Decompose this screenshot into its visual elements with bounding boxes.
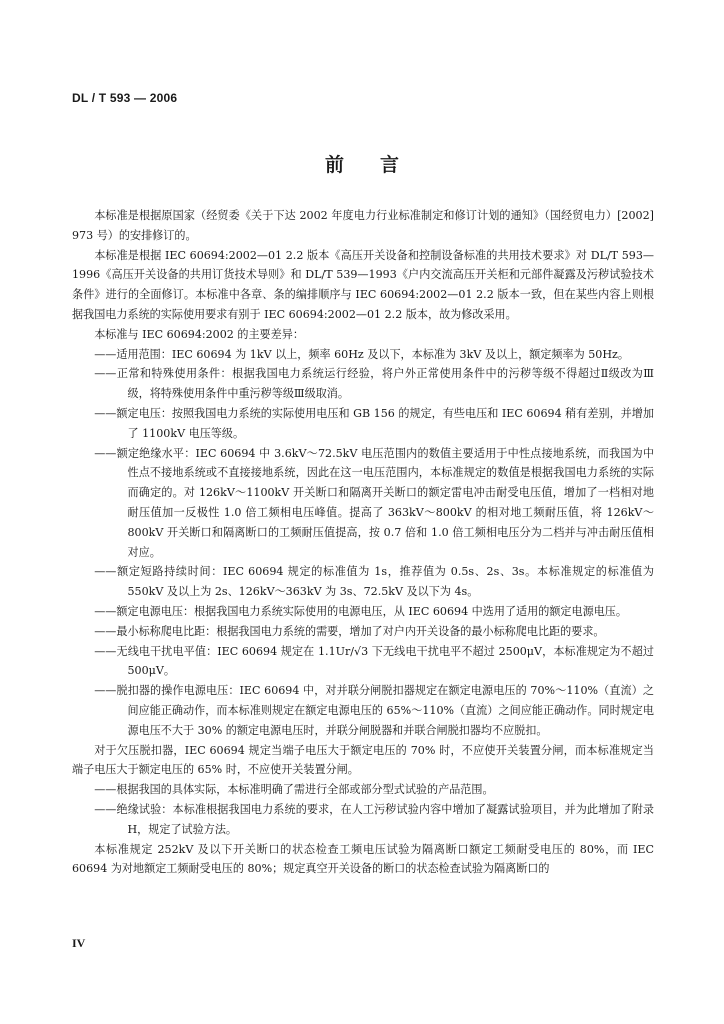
list-item: ——额定短路持续时间：IEC 60694 规定的标准值为 1s，推荐值为 0.5s、2s、3s。本标准规定的标准值为 550kV 及以上为 2s、126kV～363kV 为 3s、72.5kV 及以下为 4s。 [94,565,654,599]
list-item: ——正常和特殊使用条件：根据我国电力系统运行经验，将户外正常使用条件中的污秽等级不得超过Ⅱ级改为Ⅲ级，将特殊使用条件中重污秽等级Ⅲ级取消。 [94,367,654,401]
document-code: DL / T 593 — 2006 [72,91,178,105]
paragraph: 本标准是根据 IEC 60694:2002—01 2.2 版本《高压开关设备和控制设备标准的共用技术要求》对 DL/T 593—1996《高压开关设备的共用订货技术导则》和 DL/T 539—1993《户内交流高压开关柜和元部件凝露及污秽试验技术条件》进行的全面修订。本标准中各章、条的编排顺序与 IEC 60694:2002—01 2.2 版本一致，但在某些内容上则根据我国电力系统的实际使用要求有别于 IEC 60694:2002—01 2.2 版本，故为修改采用。 [72,248,654,321]
paragraph: 对于欠压脱扣器，IEC 60694 规定当端子电压大于额定电压的 70% 时，不应使开关装置分闸，而本标准规定当端子电压大于额定电压的 65% 时，不应使开关装置分闸。 [72,743,654,777]
paragraph: 本标准与 IEC 60694:2002 的主要差异： [94,327,304,341]
list-item: ——最小标称爬电比距：根据我国电力系统的需要，增加了对户内开关设备的最小标称爬电比距的要求。 [94,624,605,638]
list-item: ——无线电干扰电平值：IEC 60694 规定在 1.1Ur/√3 下无线电干扰电平不超过 2500μV，本标准规定为不超过 500μV。 [94,644,654,678]
list-item: ——额定绝缘水平：IEC 60694 中 3.6kV～72.5kV 电压范围内的数值主要适用于中性点接地系统，而我国为中性点不接地系统或不直接接地系统，因此在这一电压范围内，本标准规定的数值是根据我国电力系统的实际而确定的。对 126kV～1100kV 开关断口和隔离开关断口的额定雷电冲击耐受电压值，增加了一档相对地耐压值加一反极性 1.0 倍工频相电压峰值。提高了 363kV～800kV 的相对地工频耐压值，将 126kV～800kV 开关断口和隔离断口的工频耐压值提高，按 0.7 倍和 1.0 倍工频相电压分为二档并与冲击耐压值相对应。 [94,446,654,559]
list-item: ——额定电压：按照我国电力系统的实际使用电压和 GB 156 的规定，有些电压和 IEC 60694 稍有差别，并增加了 1100kV 电压等级。 [94,406,654,440]
paragraph: 本标准规定 252kV 及以下开关断口的状态检查工频电压试验为隔离断口额定工频耐受电压的 80%，而 IEC 60694 为对地额定工频耐受电压的 80%；规定真空开关设备的断口的状态检查试验为隔离断口的 [72,842,654,876]
preface-body [72,206,654,879]
page-number: IV [72,936,86,950]
list-item: ——脱扣器的操作电源电压：IEC 60694 中，对并联分闸脱扣器规定在额定电源电压的 70%～110%（直流）之间应能正确动作，而本标准则规定在额定电源电压的 65%～110%（直流）之间应能正确动作。同时规定电源电压不大于 30% 的额定电源电压时，并联分闸脱器和并联合闸脱扣器均不应脱扣。 [94,684,654,737]
list-item: ——绝缘试验：本标准根据我国电力系统的要求，在人工污秽试验内容中增加了凝露试验项目，并为此增加了附录 H，规定了试验方法。 [94,802,654,836]
page-title: 前言 [324,154,435,176]
list-item: ——适用范围：IEC 60694 为 1kV 以上，频率 60Hz 及以下，本标准为 3kV 及以上，额定频率为 50Hz。 [94,347,629,361]
list-item: ——额定电源电压：根据我国电力系统实际使用的电源电压，从 IEC 60694 中选用了适用的额定电源电压。 [94,604,627,618]
list-item: ——根据我国的具体实际，本标准明确了需进行全部或部分型式试验的产品范围。 [94,783,494,797]
paragraph: 本标准是根据原国家（经贸委《关于下达 2002 年度电力行业标准制定和修订计划的通知》（国经贸电力）[2002] 973 号）的安排修订的。 [72,209,654,242]
